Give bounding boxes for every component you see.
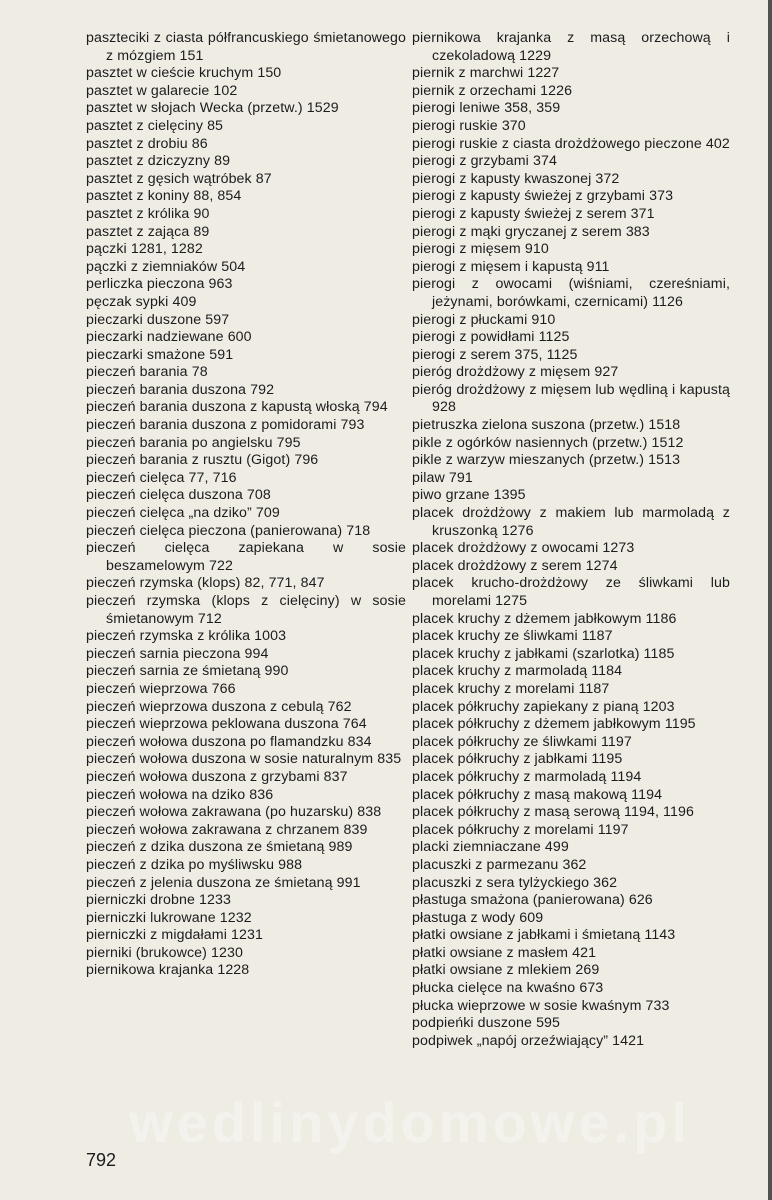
index-entry: paszteciki z ciasta półfrancuskiego śmietanowego z mózgiem 151 <box>86 30 406 64</box>
index-entry: pierogi z owocami (wiśniami, czereśniami, jeżynami, borówkami, czernicami) 1126 <box>412 276 730 310</box>
index-entry: perliczka pieczona 963 <box>86 276 233 293</box>
index-entry: placek krucho-drożdżowy ze śliwkami lub morelami 1275 <box>412 575 730 609</box>
index-entry: pieczeń barania 78 <box>86 364 208 381</box>
index-entry: pieczeń barania po angielsku 795 <box>86 434 301 451</box>
index-entry: placek drożdżowy z makiem lub marmoladą z kruszonką 1276 <box>412 505 730 539</box>
index-entry: placek półkruchy z masą serową 1194, 1196 <box>412 804 694 821</box>
index-entry: placek półkruchy ze śliwkami 1197 <box>412 733 632 750</box>
index-entry: pieczeń wieprzowa duszona z cebulą 762 <box>86 698 352 715</box>
index-entry: pieczeń cielęca zapiekana w sosie beszamelowym 722 <box>86 540 406 574</box>
index-entry: pasztet z dziczyzny 89 <box>86 153 231 170</box>
index-entry: pierogi z serem 375, 1125 <box>412 346 578 363</box>
index-entry: pikle z warzyw mieszanych (przetw.) 1513 <box>412 452 681 469</box>
index-entry: pieróg drożdżowy z mięsem lub wędliną i kapustą 928 <box>412 381 730 416</box>
index-entry: placek kruchy ze śliwkami 1187 <box>412 628 613 645</box>
index-entry: pieczeń cielęca 77, 716 <box>86 469 237 486</box>
index-entry: pieczeń wołowa zakrawana z chrzanem 839 <box>86 821 368 838</box>
index-entry: pieczarki duszone 597 <box>86 311 230 328</box>
index-entry: placek półkruchy zapiekany z pianą 1203 <box>412 698 675 715</box>
index-entry: pieczeń rzymska z królika 1003 <box>86 628 287 645</box>
index-entry: pasztet z zająca 89 <box>86 223 210 240</box>
index-entry: pilaw 791 <box>412 469 473 486</box>
index-entry: pieczeń barania duszona 792 <box>86 381 275 398</box>
index-entry: pieczeń barania z rusztu (Gigot) 796 <box>86 452 319 469</box>
page-number: 792 <box>86 1150 117 1170</box>
index-entry: pierogi z kapusty świeżej z grzybami 373 <box>412 188 674 205</box>
index-entry: podpiwek „napój orzeźwiający” 1421 <box>412 1032 645 1049</box>
index-entry: pasztet w galarecie 102 <box>86 82 238 99</box>
index-column-right <box>412 30 730 1050</box>
index-entry: placuszki z parmezanu 362 <box>412 856 587 873</box>
index-entry: pierogi z mąki gryczanej z serem 383 <box>412 223 650 240</box>
index-entry: pierogi z mięsem i kapustą 911 <box>412 258 610 275</box>
index-entry: pierniczki z migdałami 1231 <box>86 927 263 944</box>
index-entry: płatki owsiane z masłem 421 <box>412 944 597 961</box>
index-entry: pierniczki drobne 1233 <box>86 892 231 909</box>
index-entry: pasztet z koniny 88, 854 <box>86 188 242 205</box>
index-entry: pieczeń cielęca pieczona (panierowana) 718 <box>86 522 371 539</box>
index-entry: pieczeń z dzika duszona ze śmietaną 989 <box>86 839 353 856</box>
index-entry: pierogi z grzybami 374 <box>412 153 557 170</box>
index-entry: pieczeń rzymska (klops) 82, 771, 847 <box>86 575 325 592</box>
index-entry: pietruszka zielona suszona (przetw.) 1518 <box>412 417 681 434</box>
index-entry: placek półkruchy z dżemem jabłkowym 1195 <box>412 716 696 733</box>
index-entry: pierogi z mięsem 910 <box>412 241 549 258</box>
index-entry: pierogi ruskie z ciasta drożdżowego pieczone 402 <box>412 135 730 152</box>
index-entry: pierogi ruskie 370 <box>412 117 526 134</box>
index-entry: podpieńki duszone 595 <box>412 1015 561 1032</box>
index-entry: pasztet w cieście kruchym 150 <box>86 65 282 82</box>
index-entry: pasztet z cielęciny 85 <box>86 117 224 134</box>
index-entry: pieczeń z jelenia duszona ze śmietaną 991 <box>86 874 361 891</box>
index-entry: placek półkruchy z masą makową 1194 <box>412 786 663 803</box>
index-entry: pierniczki lukrowane 1232 <box>86 909 252 926</box>
index-entry: pieczeń barania duszona z pomidorami 793 <box>86 417 365 434</box>
index-entry: pieczeń barania duszona z kapustą włoską 794 <box>86 399 388 416</box>
index-entry: pączki 1281, 1282 <box>86 241 203 258</box>
index-entry: pieczeń wieprzowa 766 <box>86 680 236 697</box>
index-entry: placek kruchy z marmoladą 1184 <box>412 663 623 680</box>
index-entry: placek półkruchy z jabłkami 1195 <box>412 751 623 768</box>
index-entry: placek kruchy z dżemem jabłkowym 1186 <box>412 610 677 627</box>
index-entry: pieczeń wołowa duszona po flamandzku 834 <box>86 733 372 750</box>
index-entry: pieczeń rzymska (klops z cielęciny) w sosie śmietanowym 712 <box>86 593 406 627</box>
index-entry: placek drożdżowy z serem 1274 <box>412 557 618 574</box>
index-entry: pasztet z królika 90 <box>86 205 210 222</box>
index-entry: pieczeń wieprzowa peklowana duszona 764 <box>86 716 367 733</box>
index-entry: piwo grzane 1395 <box>412 487 526 504</box>
index-entry: pieczeń cielęca duszona 708 <box>86 487 271 504</box>
index-entry: pieczeń cielęca „na dziko” 709 <box>86 505 280 522</box>
index-entry: piernikowa krajanka 1228 <box>86 962 250 979</box>
index-entry: pasztet z gęsich wątróbek 87 <box>86 170 272 187</box>
index-entry: pierogi z kapusty świeżej z serem 371 <box>412 205 655 222</box>
index-entry: placek drożdżowy z owocami 1273 <box>412 540 635 557</box>
index-entry: placek kruchy z jabłkami (szarlotka) 1185 <box>412 645 675 662</box>
index-entry: pieczeń wołowa duszona z grzybami 837 <box>86 768 348 785</box>
index-entry: pieczarki nadziewane 600 <box>86 329 252 346</box>
index-entry: pieczeń wołowa na dziko 836 <box>86 786 274 803</box>
index-entry: pieczeń sarnia ze śmietaną 990 <box>86 663 289 680</box>
index-entry: pierogi z powidłami 1125 <box>412 329 570 346</box>
index-entry: pasztet z drobiu 86 <box>86 135 208 152</box>
index-entry: pieczeń wołowa duszona w sosie naturalnym 835 <box>86 751 402 768</box>
index-column-left <box>86 30 406 980</box>
index-entry: piernik z orzechami 1226 <box>412 82 573 99</box>
index-entry: pierogi leniwe 358, 359 <box>412 100 561 117</box>
index-entry: płatki owsiane z jabłkami i śmietaną 1143 <box>412 927 676 944</box>
index-entry: pieczarki smażone 591 <box>86 346 234 363</box>
index-entry: placek kruchy z morelami 1187 <box>412 680 610 697</box>
index-entry: pączki z ziemniaków 504 <box>86 258 246 275</box>
index-entry: piernik z marchwi 1227 <box>412 65 560 82</box>
index-entry: placek półkruchy z marmoladą 1194 <box>412 768 642 785</box>
index-entry: pieczeń sarnia pieczona 994 <box>86 645 269 662</box>
index-entry: pierogi z płuckami 910 <box>412 311 556 328</box>
index-entry: płatki owsiane z mlekiem 269 <box>412 962 600 979</box>
index-entry: pierogi z kapusty kwaszonej 372 <box>412 170 620 187</box>
index-entry: piernikowa krajanka z masą orzechową i czekoladową 1229 <box>412 30 730 64</box>
index-entry: placki ziemniaczane 499 <box>412 839 569 856</box>
watermark: wedlinydomowe.pl <box>129 1091 691 1154</box>
index-entry: płucka cielęce na kwaśno 673 <box>412 980 604 997</box>
index-entry: pasztet w słojach Wecka (przetw.) 1529 <box>86 100 339 117</box>
index-entry: pierniki (brukowce) 1230 <box>86 944 243 961</box>
index-entry: placuszki z sera tylżyckiego 362 <box>412 874 618 891</box>
index-entry: pieróg drożdżowy z mięsem 927 <box>412 364 619 381</box>
index-entry: płastuga z wody 609 <box>412 909 544 926</box>
page-edge-shadow <box>768 0 772 1200</box>
index-entry: placek półkruchy z morelami 1197 <box>412 821 629 838</box>
index-entry: płucka wieprzowe w sosie kwaśnym 733 <box>412 997 670 1014</box>
index-entry: płastuga smażona (panierowana) 626 <box>412 892 653 909</box>
index-entry: pęczak sypki 409 <box>86 293 197 310</box>
index-entry: pikle z ogórków nasiennych (przetw.) 1512 <box>412 434 684 451</box>
index-entry: pieczeń z dzika po myśliwsku 988 <box>86 856 303 873</box>
index-entry: pieczeń wołowa zakrawana (po huzarsku) 838 <box>86 804 382 821</box>
